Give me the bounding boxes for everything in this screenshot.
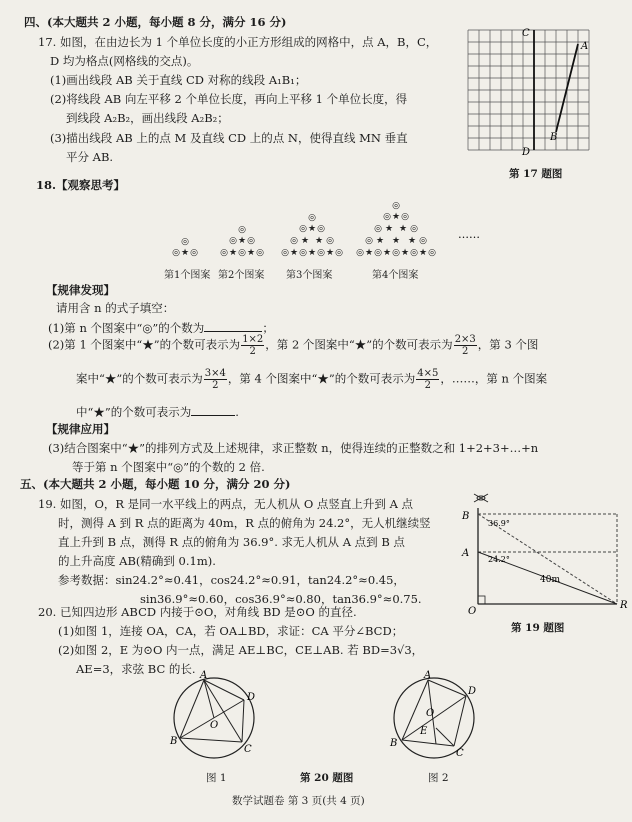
svg-text:O: O — [210, 720, 219, 731]
grid-lines — [468, 30, 589, 150]
label-b: B — [462, 511, 470, 522]
q20-figure-1 — [160, 672, 270, 770]
q18-part1: (1)第 n 个图案中“◎”的个数为 ； — [48, 321, 274, 335]
label-d: D — [522, 147, 531, 158]
svg-text:◎: ◎ — [299, 224, 307, 234]
svg-text:★: ★ — [382, 248, 392, 258]
svg-text:★: ★ — [300, 236, 310, 246]
svg-text:◎: ◎ — [190, 248, 198, 258]
section4-heading: 四、(本大题共 2 小题，每小题 8 分，满分 16 分) — [24, 15, 287, 29]
rule-find-heading: 【规律发现】 — [46, 283, 115, 297]
svg-text:◎: ◎ — [238, 225, 246, 235]
fig-caption-1: 第1个图案 — [164, 270, 211, 281]
q18-part2-line3: 中“★”的个数可表示为 . — [76, 405, 239, 419]
svg-text:◎: ◎ — [410, 248, 418, 258]
svg-text:C: C — [244, 744, 252, 755]
page-footer: 数学试题卷 第 3 页(共 4 页) — [232, 795, 365, 807]
svg-text:C: C — [456, 748, 464, 759]
svg-text:◎: ◎ — [308, 213, 316, 223]
distance-40m: 40m — [540, 575, 560, 585]
q18-instruction: 请用含 n 的式子填空： — [56, 301, 175, 315]
q17-caption: 第 17 题图 — [509, 168, 563, 180]
svg-text:A: A — [424, 670, 432, 681]
svg-text:★: ★ — [418, 248, 428, 258]
svg-text:D: D — [247, 692, 256, 703]
section5-heading: 五、(本大题共 2 小题，每小题 10 分，满分 20 分) — [20, 477, 291, 491]
q18-part3a: (3)结合图案中“★”的排列方式及上述规律，求正整数 n，使得连续的正整数之和 1+2+3+…+n — [48, 441, 539, 455]
pattern-ellipsis: …… — [458, 228, 480, 241]
svg-text:◎: ◎ — [356, 248, 364, 258]
answer-blank-2[interactable] — [191, 415, 235, 416]
fig2-label: 图 2 — [428, 772, 449, 784]
q20-line3: (2)如图 2，E 为⊙O 内一点，满足 AE⊥BC，CE⊥AB. 若 BD=3√3， — [58, 643, 424, 657]
q19-ref2: sin36.9°≈0.60，cos36.9°≈0.80，tan36.9°≈0.75. — [140, 592, 422, 606]
q17-part3a: (3)描出线段 AB 上的点 M 及直线 CD 上的点 N，使得直线 MN 垂直 — [50, 131, 408, 145]
q19-caption: 第 19 题图 — [511, 622, 565, 634]
svg-text:D: D — [468, 686, 477, 697]
angle-36-9: 36.9° — [488, 519, 510, 528]
q19-drone-figure — [454, 486, 626, 616]
svg-text:★: ★ — [237, 236, 247, 246]
q19-line2: 时，测得 A 到 R 点的距离为 40m，R 点的俯角为 24.2°，无人机继续竖 — [58, 516, 431, 530]
q20-line4: AE=3，求弦 BC 的长. — [76, 662, 196, 676]
svg-text:★: ★ — [400, 248, 410, 258]
fig-caption-2: 第2个图案 — [218, 270, 265, 281]
svg-text:★: ★ — [364, 248, 374, 258]
svg-text:◎: ◎ — [392, 201, 400, 211]
svg-text:◎: ◎ — [317, 224, 325, 234]
svg-text:★: ★ — [307, 248, 317, 258]
svg-text:◎: ◎ — [374, 224, 382, 234]
q20-line2: (1)如图 1，连接 OA，CA，若 OA⊥BD，求证：CA 平分∠BCD； — [58, 624, 404, 638]
svg-text:◎: ◎ — [238, 248, 246, 258]
q17-grid-figure — [458, 22, 608, 162]
q17-stem-2: D 均为格点(网格线的交点)。 — [50, 54, 199, 68]
fraction-1: $\frac{1\times 2}{2}$ — [242, 334, 264, 357]
label-a: A — [581, 41, 589, 52]
svg-text:★: ★ — [307, 224, 317, 234]
drone-icon — [474, 494, 488, 502]
svg-text:◎: ◎ — [401, 212, 409, 222]
q20-figure-2 — [380, 672, 490, 770]
svg-text:◎: ◎ — [410, 224, 418, 234]
svg-text:B: B — [170, 736, 178, 747]
svg-text:★: ★ — [375, 236, 385, 246]
q17-stem-1: 17. 如图，在由边长为 1 个单位长度的小正方形组成的网格中，点 A，B，C， — [38, 35, 438, 49]
rule-apply-heading: 【规律应用】 — [46, 422, 115, 436]
svg-text:◎: ◎ — [172, 248, 180, 258]
svg-text:★: ★ — [289, 248, 299, 258]
svg-text:◎: ◎ — [317, 248, 325, 258]
q19-line3: 直上升到 B 点，测得 R 点的俯角为 36.9°. 求无人机从 A 点到 B 点 — [58, 535, 405, 549]
q18-part2-line1: (2)第 1 个图案中“★”的个数可表示为 $\frac{1\times 2}{2}$ ，第 2 个图案中“★”的个数可表示为 $\frac{2\times 3}{2}$ ，第 3 个图 — [48, 334, 539, 357]
svg-text:◎: ◎ — [299, 248, 307, 258]
svg-text:◎: ◎ — [229, 236, 237, 246]
fig1-label: 图 1 — [206, 772, 227, 784]
svg-text:◎: ◎ — [247, 236, 255, 246]
svg-text:★: ★ — [398, 224, 408, 234]
svg-text:★: ★ — [407, 236, 417, 246]
svg-text:★: ★ — [228, 248, 238, 258]
svg-text:◎: ◎ — [281, 248, 289, 258]
svg-text:★: ★ — [384, 224, 394, 234]
svg-text:B: B — [390, 738, 398, 749]
q18-pattern-figure — [160, 180, 500, 266]
svg-text:◎: ◎ — [374, 248, 382, 258]
svg-text:◎: ◎ — [326, 236, 334, 246]
label-o: O — [468, 606, 477, 617]
q18-part3b: 等于第 n 个图案中“◎”的个数的 2 倍. — [72, 460, 265, 474]
q17-part3b: 平分 AB. — [66, 150, 114, 164]
q17-part2b: 到线段 A₂B₂，画出线段 A₂B₂； — [66, 111, 229, 125]
label-a: A — [462, 548, 470, 559]
label-r: R — [620, 600, 628, 611]
svg-text:◎: ◎ — [365, 236, 373, 246]
svg-text:◎: ◎ — [419, 236, 427, 246]
svg-text:◎: ◎ — [392, 248, 400, 258]
fig-caption-4: 第4个图案 — [372, 270, 419, 281]
svg-text:◎: ◎ — [220, 248, 228, 258]
svg-text:◎: ◎ — [335, 248, 343, 258]
fraction-2: $\frac{2\times 3}{2}$ — [454, 334, 476, 357]
svg-text:★: ★ — [180, 248, 190, 258]
q20-caption: 第 20 题图 — [300, 772, 354, 784]
svg-text:◎: ◎ — [181, 237, 189, 247]
q18-heading: 18.【观察思考】 — [36, 178, 126, 192]
svg-text:★: ★ — [246, 248, 256, 258]
q17-part2a: (2)将线段 AB 向左平移 2 个单位长度，再向上平移 1 个单位长度，得 — [50, 92, 408, 106]
svg-text:★: ★ — [314, 236, 324, 246]
fraction-3: $\frac{3\times 4}{2}$ — [204, 368, 226, 391]
fraction-4: $\frac{4\times 5}{2}$ — [417, 368, 439, 391]
svg-text:★: ★ — [325, 248, 335, 258]
q19-line1: 19. 如图，O，R 是同一水平线上的两点，无人机从 O 点竖直上升到 A 点 — [38, 497, 414, 511]
answer-blank-1[interactable] — [204, 331, 262, 332]
svg-text:◎: ◎ — [256, 248, 264, 258]
q19-ref1: 参考数据：sin24.2°≈0.41，cos24.2°≈0.91，tan24.2°≈0.45， — [58, 573, 405, 587]
q18-part2-line2: 案中“★”的个数可表示为 $\frac{3\times 4}{2}$ ，第 4 个图案中“★”的个数可表示为 $\frac{4\times 5}{2}$ ，……，第 n 个图案 — [76, 368, 548, 391]
fig-caption-3: 第3个图案 — [286, 270, 333, 281]
label-c: C — [522, 28, 530, 39]
label-b: B — [550, 132, 558, 143]
svg-text:◎: ◎ — [290, 236, 298, 246]
q20-line1: 20. 已知四边形 ABCD 内接于⊙O，对角线 BD 是⊙O 的直径. — [38, 605, 357, 619]
svg-text:A: A — [200, 670, 208, 681]
svg-text:E: E — [420, 726, 428, 737]
svg-text:O: O — [426, 708, 435, 719]
svg-text:★: ★ — [391, 212, 401, 222]
angle-24-2: 24.2° — [488, 555, 510, 564]
q19-line4: 的上升高度 AB(精确到 0.1m). — [58, 554, 216, 568]
q17-part1: (1)画出线段 AB 关于直线 CD 对称的线段 A₁B₁； — [50, 73, 307, 87]
svg-text:◎: ◎ — [383, 212, 391, 222]
svg-text:◎: ◎ — [428, 248, 436, 258]
svg-text:★: ★ — [391, 236, 401, 246]
